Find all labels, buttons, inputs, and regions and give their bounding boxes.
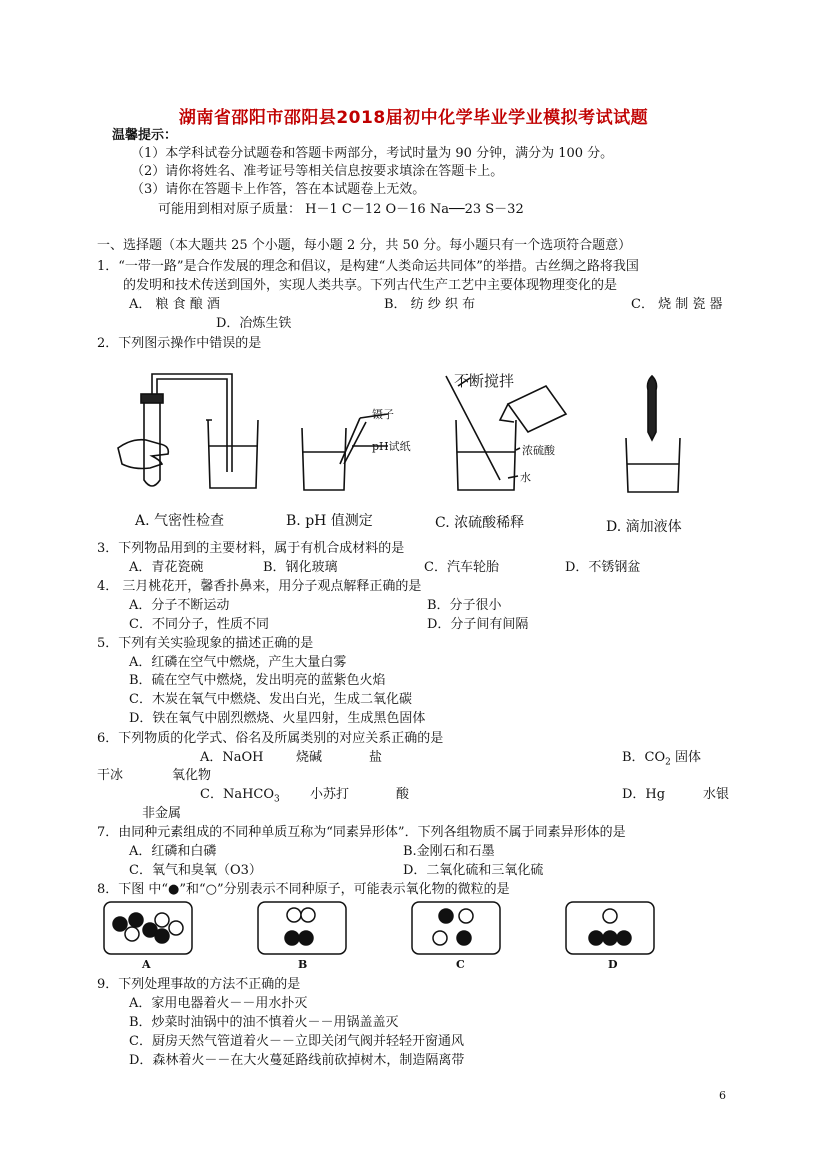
q4-stem: 4． 三月桃花开，馨香扑鼻来，用分子观点解释正确的是 <box>97 579 422 594</box>
q6-option-b: B．$CO_2$ 固体 <box>622 750 702 768</box>
q4-option-d: D．分子间有间隔 <box>427 617 529 632</box>
beaker-c <box>456 420 516 490</box>
q3-option-c: C．汽车轮胎 <box>424 560 499 575</box>
q9-option-c: C．厨房天然气管道着火－－立即关闭气阀并轻轻开窗通风 <box>129 1034 464 1049</box>
q4-option-c: C．不同分子，性质不同 <box>129 617 269 632</box>
q7-option-b: B.金刚石和石墨 <box>403 844 495 859</box>
section-heading: 一、选择题（本大题共 25 个小题，每小题 2 分，共 50 分。每小题只有一个选项符合题意） <box>97 238 632 253</box>
q6-a-formula: A．NaOH <box>200 750 264 765</box>
q2-label-d: D. 滴加液体 <box>606 519 682 535</box>
q9-stem: 9．下列处理事故的方法不正确的是 <box>97 977 301 992</box>
bent-glass-tube <box>152 374 232 472</box>
q5-option-a: A．红磷在空气中燃烧，产生大量白雾 <box>129 655 347 670</box>
q9-option-d: D．森林着火－－在大火蔓延路线前砍掉树木，制造隔离带 <box>129 1053 465 1068</box>
tweezers-label: 镊子 <box>372 408 394 421</box>
q4-option-a: A．分子不断运动 <box>129 598 230 613</box>
q5-option-c: C．木炭在氧气中燃烧、发出白光，生成二氧化碳 <box>129 692 412 707</box>
q9-option-b: B．炒菜时油锅中的油不慎着火－－用锅盖盖灭 <box>129 1015 399 1030</box>
q2-label-b: B. pH 值测定 <box>286 513 373 529</box>
q8-stem: 8．下图 中“●”和“○”分别表示不同种原子，可能表示氧化物的微粒的是 <box>97 882 510 897</box>
q5-option-d: D．铁在氧气中剧烈燃烧、火星四射，生成黑色固体 <box>129 711 426 726</box>
q8-label-d: D <box>608 958 618 971</box>
q7-option-c: C．氧气和臭氧（O3） <box>129 863 262 878</box>
q1-stem-2: 的发明和技术传送到国外，实现人类共享。下列古代生产工艺中主要体现物理变化的是 <box>123 278 618 293</box>
q6-d-type: 非金属 <box>142 806 182 821</box>
q9-option-a: A．家用电器着火－－用水扑灭 <box>129 996 308 1011</box>
page-title: 湖南省邵阳市邵阳县2018届初中化学毕业学业模拟考试试题 <box>178 108 649 128</box>
q6-a-name: 烧碱 <box>296 750 323 765</box>
q2-stem: 2．下列图示操作中错误的是 <box>97 336 262 351</box>
notice-item-3: （3）请你在答题卡上作答，答在本试题卷上无效。 <box>131 182 426 197</box>
q1-option-b: B． 纺 纱 织 布 <box>384 297 476 312</box>
q7-option-a: A．红磷和白磷 <box>129 844 217 859</box>
q6-c-type: 酸 <box>396 787 410 802</box>
tweezers <box>340 418 366 464</box>
q2-label-c: C. 浓硫酸稀释 <box>435 515 525 531</box>
q8-particle-figure <box>0 898 827 973</box>
q1-option-a: A． 粮 食 酿 酒 <box>129 297 220 312</box>
q8-label-b: B <box>298 958 308 971</box>
q1-stem-1: 1．“一带一路”是合作发展的理念和倡议，是构建“人类命运共同体”的举措。古丝绸之路将我国 <box>97 259 639 274</box>
q8-label-a: A <box>142 958 151 971</box>
q6-d-formula: D．Hg <box>622 787 666 802</box>
beaker-d <box>626 438 680 492</box>
q6-b-type: 氧化物 <box>172 768 212 783</box>
dropper <box>648 376 657 440</box>
q3-option-d: D．不锈钢盆 <box>565 560 641 575</box>
beaker-b <box>302 428 346 490</box>
q5-stem: 5．下列有关实验现象的描述正确的是 <box>97 636 314 651</box>
q2-apparatus-figure <box>0 360 827 540</box>
acid-label: 浓硫酸 <box>522 444 555 457</box>
q6-b-name: 干冰 <box>97 768 124 783</box>
q7-option-d: D．二氧化硫和三氧化硫 <box>403 863 544 878</box>
q2-label-a: A. 气密性检查 <box>135 513 225 529</box>
acid-bottle <box>508 386 566 432</box>
stir-label: 不断搅拌 <box>454 372 515 390</box>
q6-c-name: 小苏打 <box>310 787 350 802</box>
q4-option-b: B．分子很小 <box>427 598 502 613</box>
q6-stem: 6．下列物质的化学式、俗名及所属类别的对应关系正确的是 <box>97 731 444 746</box>
notice-heading: 温馨提示： <box>112 128 178 143</box>
q1-option-d: D．冶炼生铁 <box>216 316 292 331</box>
page-number: 6 <box>719 1089 726 1102</box>
q3-option-a: A．青花瓷碗 <box>129 560 204 575</box>
notice-item-1: （1）本学科试卷分试题卷和答题卡两部分，考试时量为 90 分钟，满分为 100 分。 <box>131 146 614 161</box>
q1-option-c: C． 烧 制 瓷 器 <box>631 297 723 312</box>
q6-c-formula: C．NaHCO$_3$ <box>200 787 280 805</box>
notice-item-2: （2）请你将姓名、准考证号等相关信息按要求填涂在答题卡上。 <box>131 164 504 179</box>
q5-option-b: B．硫在空气中燃烧，发出明亮的蓝紫色火焰 <box>129 673 386 688</box>
water-label: 水 <box>520 471 531 484</box>
q3-stem: 3．下列物品用到的主要材料，属于有机合成材料的是 <box>97 541 405 556</box>
q3-option-b: B．钢化玻璃 <box>263 560 338 575</box>
atomic-mass-line: 可能用到相对原子质量： H－1 C－12 O－16 Na──23 S－32 <box>158 202 524 217</box>
q6-d-name: 水银 <box>703 787 730 802</box>
q8-label-c: C <box>456 958 465 971</box>
stir-rod <box>446 376 500 480</box>
ph-paper-label: pH试纸 <box>372 440 411 453</box>
q7-stem: 7．由同种元素组成的不同种单质互称为“同素异形体”．下列各组物质不属于同素异形体的是 <box>97 825 626 840</box>
q6-a-type: 盐 <box>369 750 383 765</box>
